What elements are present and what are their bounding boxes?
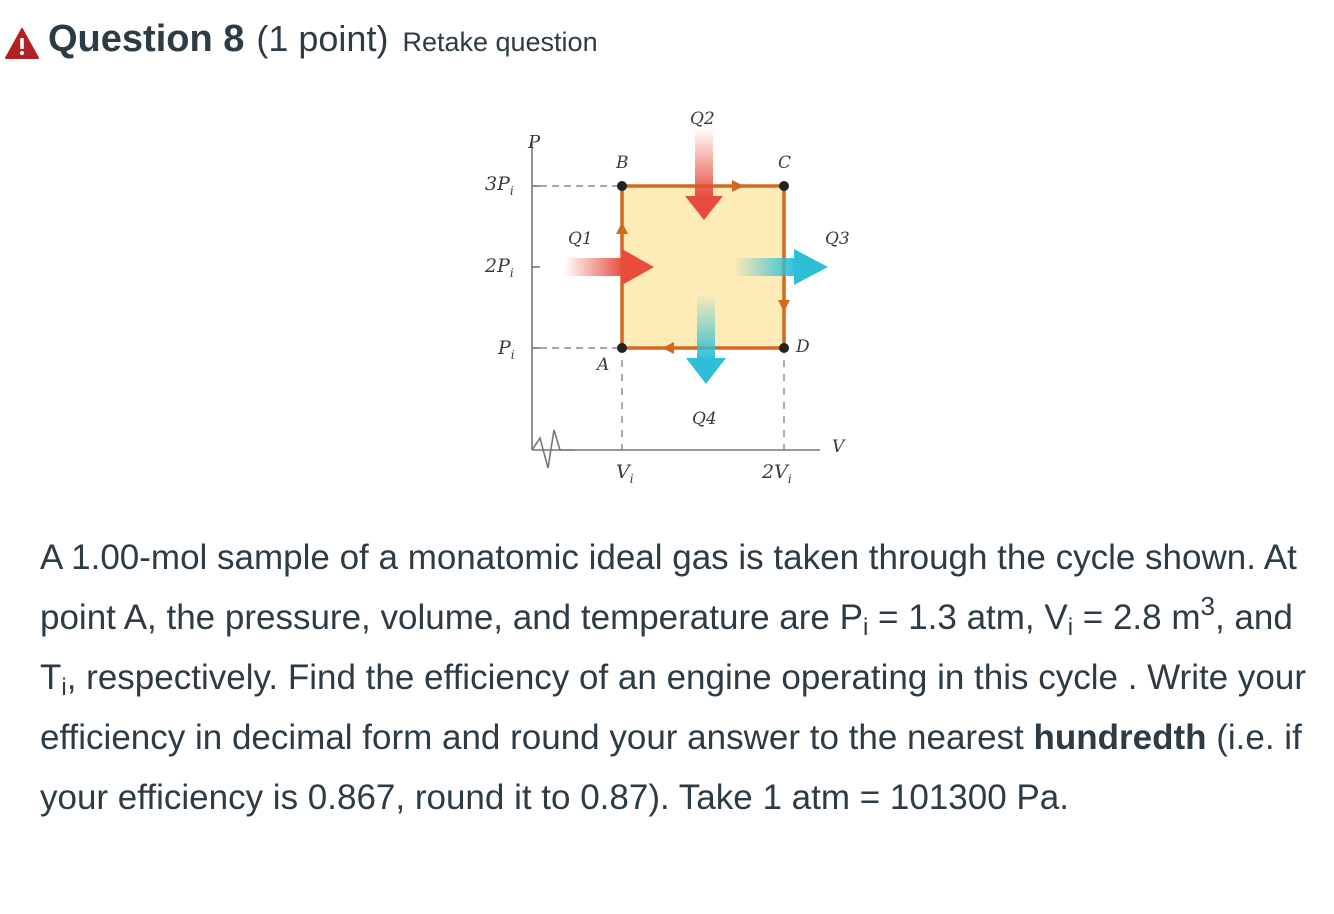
label-q4: Q4 xyxy=(692,409,717,429)
tick-2pi: $2P_i$ xyxy=(485,255,514,280)
point-b xyxy=(617,181,627,191)
label-q2: Q2 xyxy=(690,109,715,129)
tick-pi: $P_i$ xyxy=(498,337,515,362)
retake-question-label: Retake question xyxy=(402,27,598,57)
label-q1: Q1 xyxy=(568,229,593,249)
axis-label-v: V xyxy=(832,437,845,457)
point-d xyxy=(779,343,789,353)
warning-icon xyxy=(4,27,40,61)
question-paragraph: A 1.00-mol sample of a monatomic ideal gas is taken through the cycle shown. At point A, the pressure, volume, and temperature are $P_i = 1.3$ atm, $V_i = 2.8$ $m^3$, and $T_i$, respectively. Find the efficiency of an engine operating in this cycle . Write your efficiency in decimal form and round your answer to the nearest hundredth (i.e. if your efficiency is 0.867, round it to 0.87). Take 1 atm = 101300 Pa. xyxy=(40,538,1306,817)
tick-vi: $V_i$ xyxy=(616,461,634,486)
question-body xyxy=(40,528,1320,828)
pv-cycle-diagram xyxy=(470,98,870,498)
axis-break xyxy=(532,430,574,468)
tick-2vi: $2V_i$ xyxy=(762,461,792,486)
question-title: Question 8 xyxy=(48,18,245,60)
point-a xyxy=(617,343,627,353)
tick-3pi: $3P_i$ xyxy=(485,173,514,198)
label-b: B xyxy=(616,153,629,173)
question-header xyxy=(4,18,598,68)
axis-label-p: P xyxy=(528,132,541,153)
label-q3: Q3 xyxy=(825,229,850,249)
point-c xyxy=(779,181,789,191)
label-c: C xyxy=(778,153,792,173)
label-d: D xyxy=(796,337,810,357)
bold-hundredth: hundredth xyxy=(1033,718,1207,757)
question-points: (1 point) xyxy=(256,18,389,59)
label-a: A xyxy=(597,355,610,375)
